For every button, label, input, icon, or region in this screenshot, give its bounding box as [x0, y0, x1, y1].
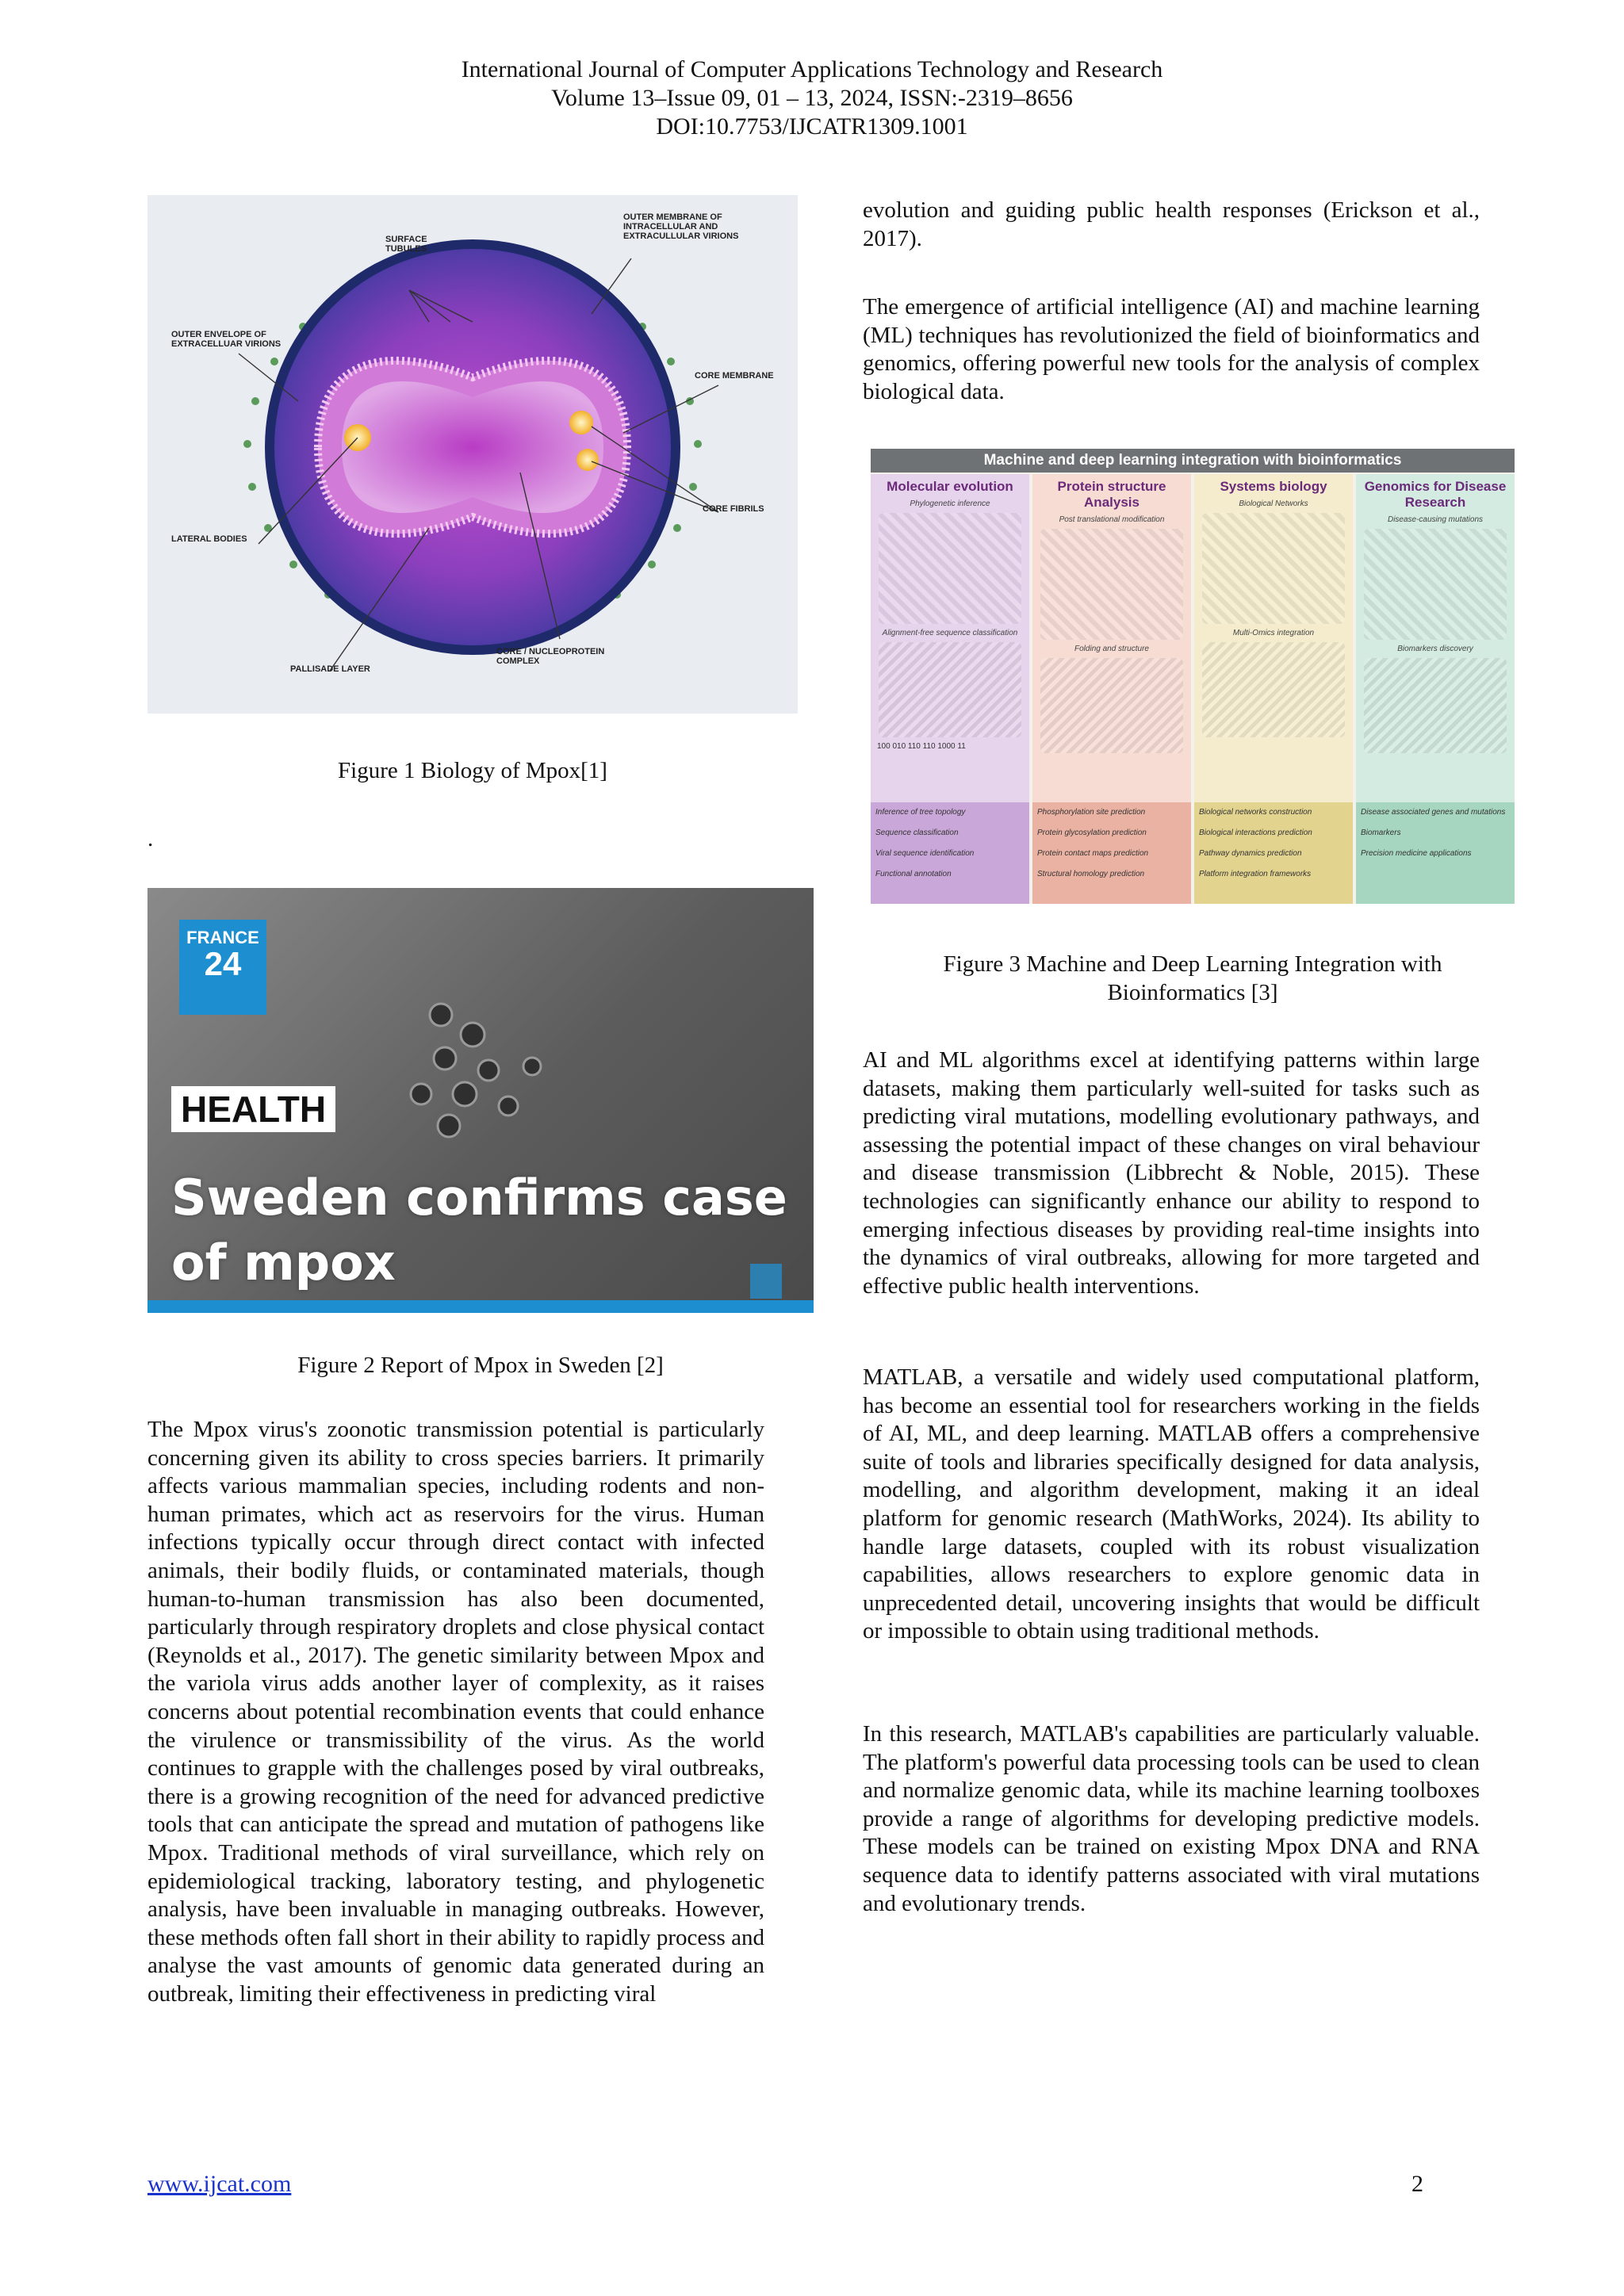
fig3-column-sub1: Phylogenetic inference: [910, 499, 990, 508]
fig3-column-sub2: Multi-Omics integration: [1232, 629, 1315, 637]
headline-line-2: of mpox: [171, 1234, 396, 1292]
label-core-membrane: CORE MEMBRANE: [695, 371, 774, 381]
right-paragraph-1: evolution and guiding public health responses (Erickson et al., 2017).: [863, 197, 1480, 251]
fig3-column: [1032, 474, 1191, 904]
label-pallisade-layer: PALLISADE LAYER: [290, 664, 370, 674]
fig3-bullets: [1356, 802, 1515, 904]
right-paragraph-5: In this research, MATLAB's capabilities are particularly valuable. The platform's powerful data processing tools can be used to clean and normalize genomic data, while its machine learning toolboxes provide a range of algorithms for developing predictive models. These models can be trained on existing Mpox DNA and RNA sequence data to identify patterns associated with viral mutations and evolutionary trends.: [863, 1721, 1480, 1916]
label-lateral-bodies: LATERAL BODIES: [171, 534, 247, 544]
label-outer-membrane: OUTER MEMBRANE OF INTRACELLULAR AND EXTRACULLULAR VIRIONS: [623, 212, 739, 241]
footer-website-link[interactable]: www.ijcat.com: [147, 2171, 292, 2197]
journal-volume: Volume 13–Issue 09, 01 – 13, 2024, ISSN:-2319–8656: [551, 85, 1073, 111]
fig3-bullet-item: Biomarkers: [1361, 828, 1401, 837]
right-paragraph-3: AI and ML algorithms excel at identifying patterns within large datasets, making them particularly well-suited for tasks such as predicting viral mutations, modelling evolutionary pathways, and assessing the potential impact of these changes on viral behaviour and disease transmission (Libbrecht & Noble, 2015). These technologies can significantly enhance our ability to respond to emerging infectious diseases by providing real-time insights into the dynamics of viral outbreaks, allowing for more targeted and effective public health interventions.: [863, 1047, 1480, 1299]
fig3-bullet-item: Pathway dynamics prediction: [1199, 849, 1302, 858]
fig3-column-sub2: Folding and structure: [1074, 645, 1149, 653]
fig3-bullet-item: Sequence classification: [875, 828, 959, 837]
fig3-column: [1356, 474, 1515, 904]
fig3-column-title: Systems biology: [1220, 479, 1327, 494]
fig3-bullet-item: Viral sequence identification: [875, 849, 975, 858]
fig3-bullets: [1032, 802, 1191, 904]
journal-header: [0, 55, 1624, 141]
label-outer-envelope: OUTER ENVELOPE OF EXTRACELLUAR VIRIONS: [171, 330, 282, 349]
fig3-column: [1194, 474, 1353, 904]
right-paragraph-2: The emergence of artificial intelligence (AI) and machine learning (ML) techniques has revolutionized the field of bioinformatics and genomics, offering powerful new tools for the analysis of complex biological data.: [863, 294, 1480, 404]
stray-period: .: [147, 826, 154, 851]
fig3-bullet-item: Biological networks construction: [1199, 808, 1312, 817]
headline-line-1: Sweden confirms case: [171, 1169, 787, 1226]
figure-3-caption: [871, 950, 1515, 1007]
fig3-column-sub1: Post translational modification: [1059, 515, 1165, 524]
fig3-illustration: [1040, 529, 1183, 640]
page-number: 2: [1411, 2171, 1423, 2197]
fig3-bullet-item: Platform integration frameworks: [1199, 870, 1312, 878]
fig3-illustration-2: [1040, 658, 1183, 753]
figure-3-columns: [871, 474, 1515, 904]
right-paragraph-4: MATLAB, a versatile and widely used computational platform, has become an essential tool for researchers working in the fields of AI, ML, and deep learning. MATLAB offers a comprehensive suite of tools and libraries specifically designed for data analysis, modelling, and algorithm development, making it an ideal platform for genomic research (MathWorks, 2024). Its ability to handle large datasets, coupled with its robust visualization capabilities, allows researchers to explore genomic data in unprecedented detail, uncovering insights that would be difficult or impossible to obtain using traditional methods.: [863, 1364, 1480, 1644]
label-surface-tubules: SURFACE TUBULES: [385, 235, 427, 254]
fig3-column-title: Molecular evolution: [887, 479, 1013, 494]
fig3-column-title: Genomics for Disease Research: [1364, 479, 1507, 510]
fig3-bullet-item: Structural homology prediction: [1037, 870, 1145, 878]
fig3-binary: 100 010 110 110 1000 11: [877, 742, 966, 751]
fig3-column-sub2: Alignment-free sequence classification: [882, 629, 1018, 637]
health-tag: HEALTH: [171, 1086, 335, 1132]
fig3-illustration: [879, 513, 1021, 624]
fig3-illustration: [1202, 513, 1345, 624]
fig3-column-title: Protein structure Analysis: [1057, 479, 1166, 510]
figure-3-image: [871, 449, 1515, 904]
fig3-bullet-item: Inference of tree topology: [875, 808, 966, 817]
mpox-virion-diagram: [147, 195, 798, 714]
france24-logo: [179, 920, 266, 1015]
logo-line-1: FRANCE: [186, 928, 259, 947]
fig3-column-sub1: Biological Networks: [1239, 499, 1308, 508]
news-bottom-bar: [147, 1300, 814, 1313]
figure-1-image: [147, 195, 798, 714]
fig3-column: [871, 474, 1029, 904]
fig3-column-sub2: Biomarkers discovery: [1397, 645, 1473, 653]
logo-line-2: 24: [204, 945, 242, 982]
figure-3-banner: Machine and deep learning integration with bioinformatics: [871, 449, 1515, 473]
fig3-bullet-item: Precision medicine applications: [1361, 849, 1472, 858]
journal-doi: DOI:10.7753/IJCATR1309.1001: [656, 113, 968, 140]
fig3-illustration-2: [879, 642, 1021, 737]
news-headline: [171, 1165, 787, 1295]
left-body-paragraph: The Mpox virus's zoonotic transmission potential is particularly concerning given its ability to cross species barriers. It primarily affects various mammalian species, including rodents and non-human primates, which act as reservoirs for the virus. Human infections typically occur through direct contact with infected animals, their bodily fluids, or contaminated materials, though human-to-human transmission has also been documented, particularly through respiratory droplets and close physical contact (Reynolds et al., 2017). The genetic similarity between Mpox and the variola virus adds another layer of complexity, as it raises concerns about potential recombination events that could enhance the virulence or transmissibility of the virus. As the world continues to grapple with the challenges posed by viral outbreaks, there is a growing recognition of the need for advanced predictive tools that can anticipate the spread and mutation of pathogens like Mpox. Traditional methods of viral surveillance, which rely on epidemiological tracking, laboratory testing, and phylogenetic analysis, have been invaluable in managing outbreaks. However, these methods often fall short in their ability to rapidly process and analyse the vast amounts of genomic data generated during an outbreak, limiting their effectiveness in predicting viral: [147, 1417, 764, 2007]
fig3-bullet-item: Phosphorylation site prediction: [1037, 808, 1146, 817]
fig3-bullets: [1194, 802, 1353, 904]
small-channel-logo: [750, 1264, 782, 1299]
label-core-fibrils: CORE FIBRILS: [703, 504, 764, 514]
fig3-illustration-2: [1202, 642, 1345, 737]
fig3-bullet-item: Protein glycosylation prediction: [1037, 828, 1147, 837]
fig3-illustration-2: [1364, 658, 1507, 753]
figure-2-image: [147, 888, 814, 1313]
figure-3-caption-line-2: Bioinformatics [3]: [1107, 980, 1278, 1005]
fig3-bullet-item: Protein contact maps prediction: [1037, 849, 1149, 858]
figure-3-caption-line-1: Figure 3 Machine and Deep Learning Integration with: [943, 951, 1442, 977]
fig3-bullet-item: Functional annotation: [875, 870, 952, 878]
label-core-complex: CORE / NUCLEOPROTEIN COMPLEX: [496, 647, 605, 666]
fig3-bullet-item: Biological interactions prediction: [1199, 828, 1312, 837]
fig3-illustration: [1364, 529, 1507, 640]
figure-1-caption: Figure 1 Biology of Mpox[1]: [338, 758, 607, 783]
fig3-bullets: [871, 802, 1029, 904]
fig3-column-sub1: Disease-causing mutations: [1387, 515, 1484, 524]
figure-2-caption: Figure 2 Report of Mpox in Sweden [2]: [297, 1353, 664, 1378]
journal-title: International Journal of Computer Applications Technology and Research: [461, 56, 1163, 82]
fig3-bullet-item: Disease associated genes and mutations: [1361, 808, 1506, 817]
